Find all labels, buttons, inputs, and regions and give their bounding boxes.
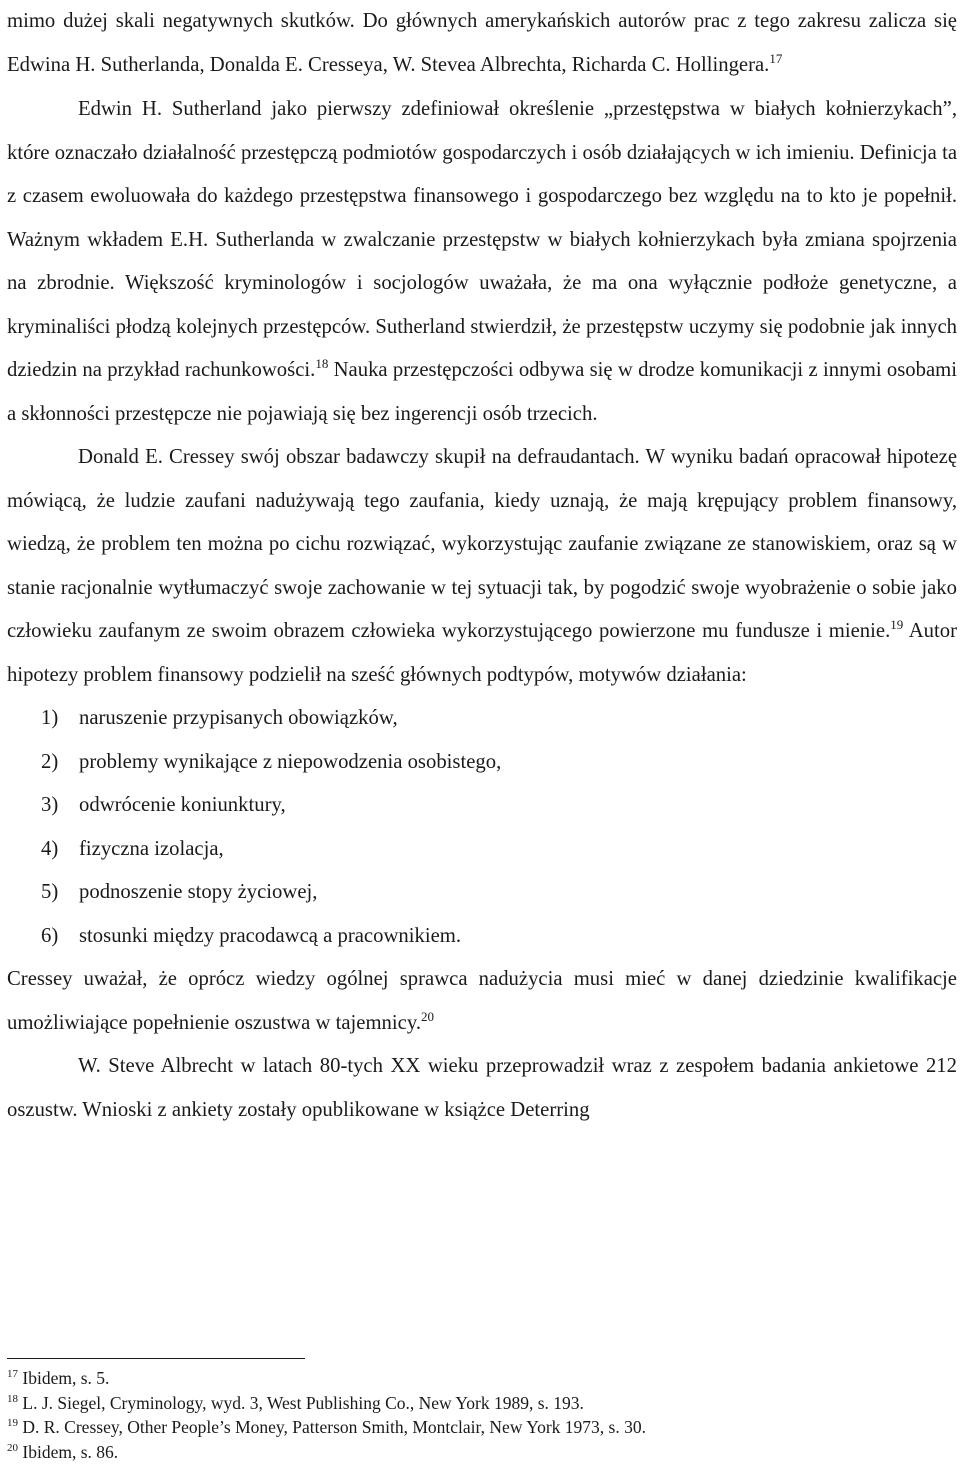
list-item-number: 3) [41,794,59,816]
list-item-text: stosunki między pracodawcą a pracownikiem. [79,924,462,947]
list-item [7,871,957,915]
list-item-number: 4) [41,837,59,860]
paragraph-5 [7,1045,957,1132]
paragraph-2-text-cont: Nauka przestępczości odbywa się w drodze komunikacji z innymi osobami a skłonności przestępcze nie pojawiają się bez ingerencji osób trzecich. [7,359,958,425]
paragraph-4-text: Cressey uważał, że oprócz wiedzy ogólnej sprawca nadużycia musi mieć w danej dziedzinie kwalifikacje umożliwiające popełnienie oszustwa w tajemnicy. [7,968,957,1034]
list-item-text: podnoszenie stopy życiowej, [79,881,318,903]
footnote [7,1415,947,1440]
paragraph-3-text: Donald E. Cressey swój obszar badawczy skupił na defraudantach. W wyniku badań opracował hipotezę mówiącą, że ludzie zaufani nadużywają tego zaufania, kiedy uznają, że mają krępujący problem finansowy, wiedzą, że problem ten można po cichu rozwiązać, wykorzystując zaufanie związane ze stanowiskiem, oraz są w stanie racjonalnie wytłumaczyć swoje zachowanie w tej sytuacji tak, by pogodzić swoje wyobrażenie o sobie jako człowieku zaufanym ze swoim obrazem człowieka wykorzystującego powierzone mu fundusze i mienie. [7,446,957,642]
footnote-text: D. R. Cressey, Other People’s Money, Patterson Smith, Montclair, New York 1973, s. 30. [22,1417,646,1438]
footnote-ref-20: 20 [421,1008,434,1024]
footnotes [7,1366,947,1465]
paragraph-3-text-cont: Autor hipotezy problem finansowy podzielił na sześć głównych podtypów, motywów działania: [7,620,958,686]
paragraph-3 [7,436,957,697]
motive-list [7,697,957,958]
paragraph-2-text: Edwin H. Sutherland jako pierwszy zdefiniował określenie „przestępstwa w białych kołnierzykach”, które oznaczało działalność przestępczą podmiotów gospodarczych i osób działających w ich imieniu. Definicja ta z czasem ewoluowała do każdego przestępstwa finansowego i gospodarczego bez względu na to kto je popełnił. Ważnym wkładem E.H. Sutherlanda w zwalczanie przestępstw w białych kołnierzykach była zmiana spojrzenia na zbrodnie. Większość kryminologów i socjologów uważała, że ma ona wyłącznie podłoże genetyczne, a kryminaliści płodzą kolejnych przestępców. Sutherland stwierdził, że przestępstw uczymy się podobnie jak innych dziedzin na przykład rachunkowości. [7,98,957,381]
list-item-number: 6) [41,924,59,947]
paragraph-4 [7,958,957,1045]
footnote-number: 17 [7,1368,18,1380]
list-item [7,915,957,959]
footnote [7,1391,947,1416]
footnote-text: Ibidem, s. 5. [22,1368,110,1388]
footnote-number: 19 [7,1417,18,1430]
paragraph-2 [7,88,957,436]
list-item-text: naruszenie przypisanych obowiązków, [79,707,398,729]
list-item-text: fizyczna izolacja, [79,837,224,860]
list-item [7,741,957,785]
footnote-text: Ibidem, s. 86. [22,1442,119,1463]
footnote-text: L. J. Siegel, Cryminology, wyd. 3, West Publishing Co., New York 1989, s. 193. [22,1392,584,1413]
paragraph-1 [7,0,957,87]
main-text [7,0,957,1132]
footnote [7,1440,947,1465]
list-item [7,828,957,872]
list-item-number: 1) [41,707,59,729]
footnote-ref-18: 18 [315,356,329,372]
list-item [7,784,957,828]
footnote-number: 20 [7,1442,18,1455]
list-item [7,697,957,741]
list-item-number: 5) [41,881,59,903]
list-item-number: 2) [41,750,59,773]
footnote-number: 18 [7,1392,18,1405]
list-item-text: problemy wynikające z niepowodzenia osobistego, [79,750,502,773]
footnote-ref-17: 17 [769,50,783,66]
footnote [7,1366,947,1391]
footnote-ref-19: 19 [890,617,904,633]
list-item-text: odwrócenie koniunktury, [79,794,286,816]
footnote-separator [7,1358,305,1359]
paragraph-5-text: W. Steve Albrecht w latach 80-tych XX wieku przeprowadził wraz z zespołem badania ankietowe 212 oszustw. Wnioski z ankiety zostały opublikowane w książce Deterring [7,1055,957,1121]
paragraph-1-text: mimo dużej skali negatywnych skutków. Do głównych amerykańskich autorów prac z tego zakresu zalicza się Edwina H. Sutherlanda, Donalda E. Cresseya, W. Stevea Albrechta, Richarda C. Hollingera. [7,10,957,76]
